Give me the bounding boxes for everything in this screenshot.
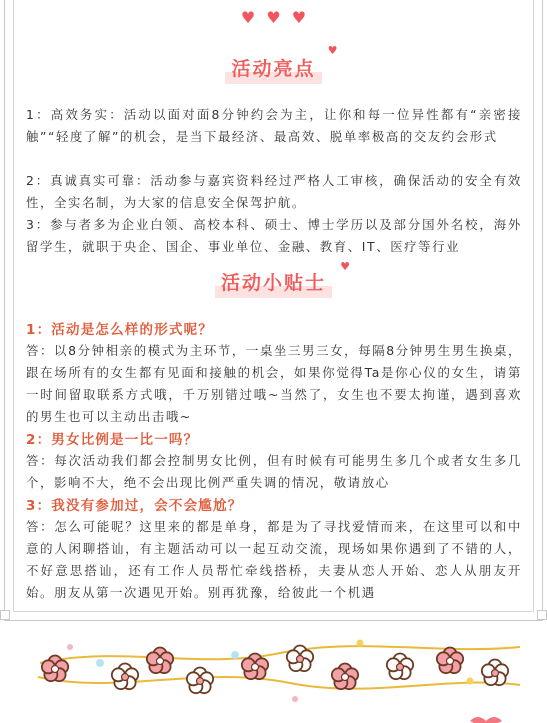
flower-icon (187, 668, 213, 694)
flower-icon (112, 664, 138, 690)
frame-corner-br (537, 610, 547, 620)
flower-icon (387, 654, 413, 680)
flower-icon (147, 648, 173, 674)
faq-answer-3: 答：怎么可能呢？这里来的都是单身，都是为了寻找爱情而来，在这里可以和中意的人闲聊搭讪，有主题活动可以一起互动交流，现场如果你遇到了不错的人，不好意思搭讪，还有工作人员帮忙牵线搭桥，夫妻从恋人开始、恋人从朋友开始。朋友从第一次遇见开始。别再犹豫，给彼此一个机遇 (26, 519, 522, 600)
flower-icon (482, 660, 508, 686)
section-title: 活动小贴士 (220, 272, 326, 294)
heart-icon: ♥ (266, 8, 281, 27)
faq-answer-2: 答：每次活动我们都会控制男女比例，但有时候有可能男生多几个或者女生多几个，影响不大，绝不会出现比例严重失调的情况，敬请放心 (26, 453, 522, 490)
faq-question-3: 3：我没有参加过，会不会尴尬？ (26, 498, 243, 514)
heart-icon: ♥ (291, 8, 307, 27)
plum-blossom-branch (0, 625, 547, 723)
section-title: 活动亮点 (231, 58, 316, 80)
flower-icon (437, 648, 463, 674)
heart-icon: ♥ (327, 44, 338, 57)
faq-answer-1: 答：以8分钟相亲的模式为主环节，一桌坐三男三女，每隔8分钟男生男生换桌，跟在场所有的女生都有见面和接触的机会，如果你觉得Ta是你心仪的女生，请第一时间留取联系方式哦，千万别错过哦~当然了，女生也不要太拘谨，遇到喜欢的男生也可以主动出击哦~ (26, 343, 522, 424)
highlight-item-1: 1：高效务实：活动以面对面8分钟约会为主，让你和每一位异性都有“亲密接触”“轻度了解”的机会，是当下最经济、最高效、脱单率极高的交友约会形式 (26, 107, 522, 144)
frame-corner-bl (0, 610, 10, 620)
heart-icon: ♥ (340, 260, 350, 273)
section-heading-highlights (0, 44, 547, 81)
top-hearts (0, 8, 547, 27)
highlight-item-2: 2：真诚真实可靠：活动参与嘉宾资料经过严格人工审核，确保活动的安全有效性，全实名制，为大家的信息安全保驾护航。 (26, 173, 522, 210)
highlight-item-3: 3：参与者多为企业白领、高校本科、硕士、博士学历以及部分国外名校，海外留学生，就职于央企、国企、事业单位、金融、教育、IT、医疗等行业 (26, 217, 522, 254)
section-heading-tips (0, 260, 547, 295)
faq-question-2: 2：男女比例是一比一吗？ (26, 432, 199, 448)
flower-icon (332, 664, 358, 690)
heart-icon: ♥ (240, 8, 256, 27)
faq-question-1: 1：活动是怎么样的形式呢？ (26, 322, 213, 338)
